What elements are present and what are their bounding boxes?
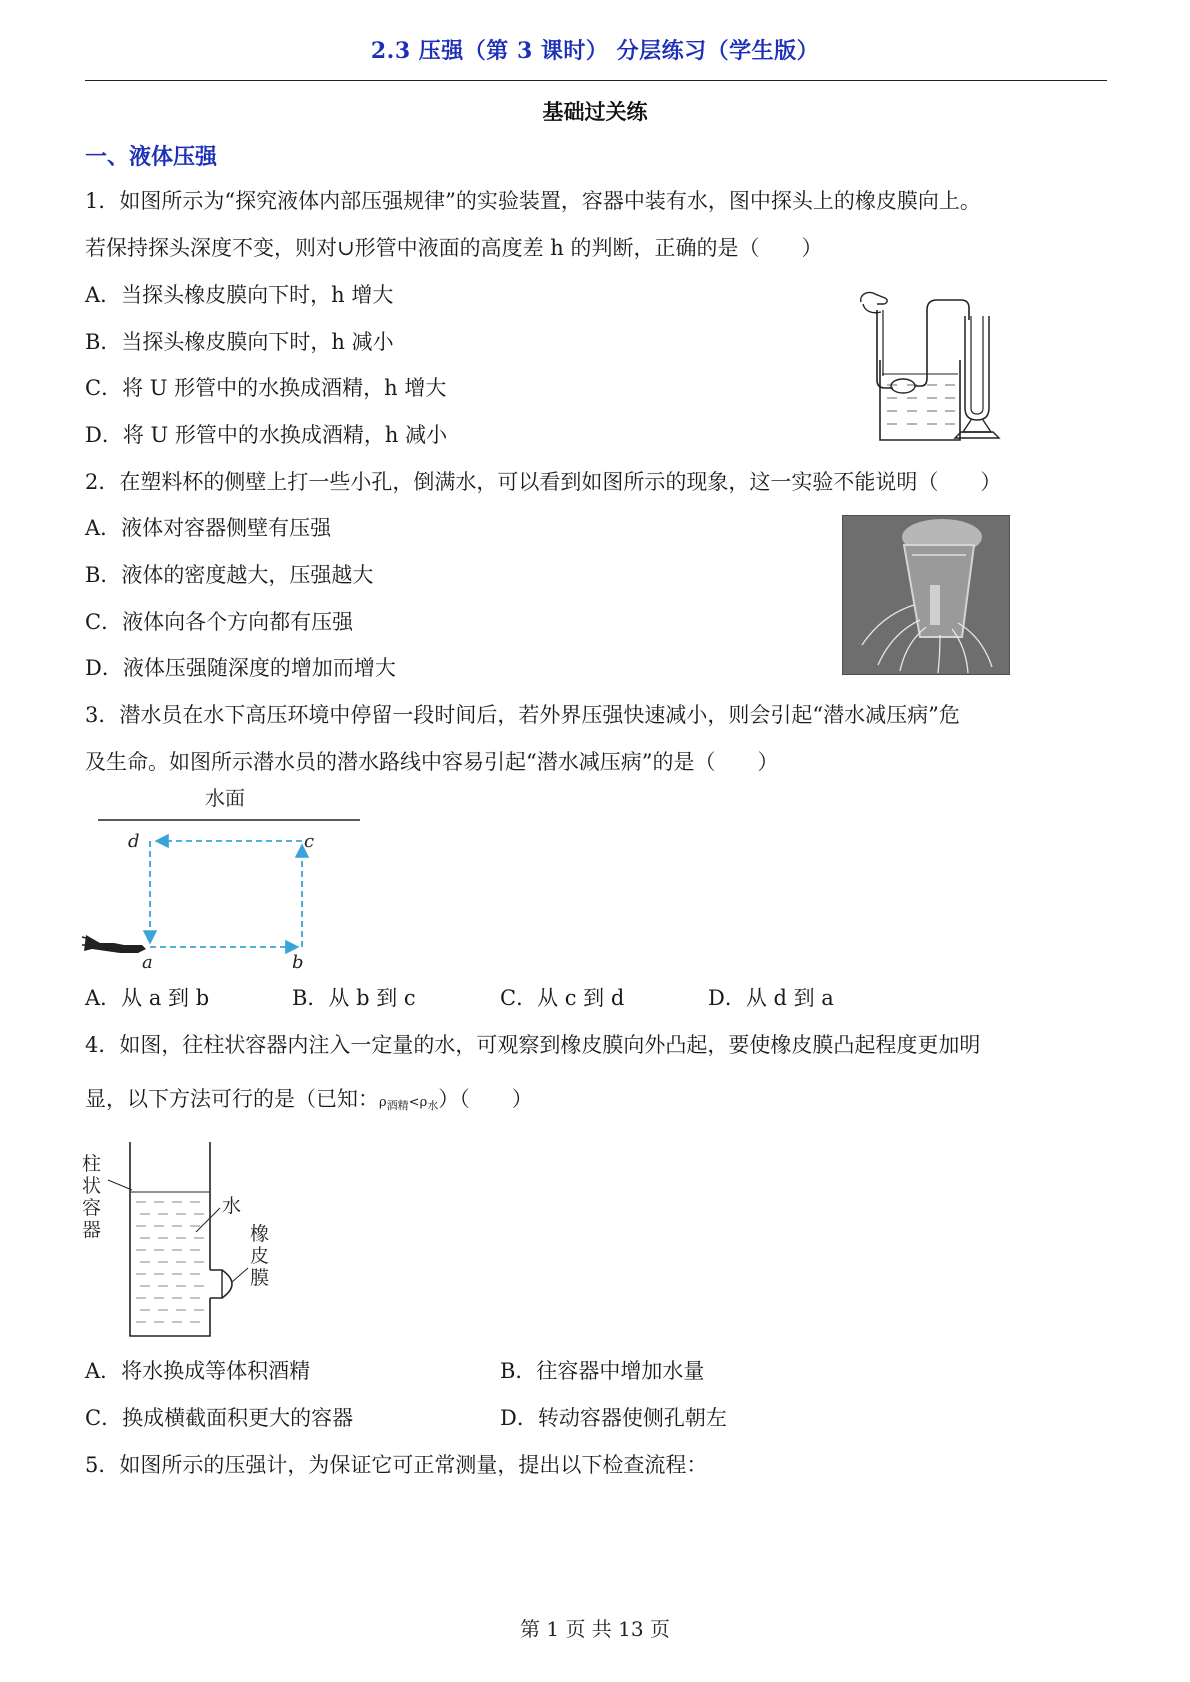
q1-stem-line1: 1．如图所示为“探究液体内部压强规律”的实验装置，容器中装有水，图中探头上的橡皮膜向上。 [85,189,981,213]
q5-stem: 5．如图所示的压强计，为保证它可正常测量，提出以下检查流程： [85,1453,708,1477]
q2-cup-photo [842,515,1010,675]
q2-option-a: A．液体对容器侧壁有压强 [85,516,332,540]
q2-option-c: C．液体向各个方向都有压强 [85,610,354,634]
q3-stem-line2: 及生命。如图所示潜水员的潜水路线中容易引起“潜水减压病”的是（ ） [85,750,779,774]
q4-stem-line2: 显，以下方法可行的是（已知：$\rho_{酒精}<\rho_水$）（ ） [85,1087,533,1112]
point-c-label: c [304,831,315,852]
q4-option-d: D．转动容器使侧孔朝左 [500,1406,727,1430]
container-label [82,1153,101,1241]
q4-stem-line1: 4．如图，往柱状容器内注入一定量的水，可观察到橡皮膜向外凸起，要使橡皮膜凸起程度更加明 [85,1033,981,1057]
q4-option-a: A．将水换成等体积酒精 [85,1359,311,1383]
document-title: 2.3 压强（第 3 课时） 分层练习（学生版） [370,38,820,64]
page-footer: 第 1 页 共 13 页 [520,1617,670,1641]
q3-stem-line1: 3．潜水员在水下高压环境中停留一段时间后，若外界压强快速减小，则会引起“潜水减压病”危 [85,703,960,727]
q4-option-c: C．换成横截面积更大的容器 [85,1406,354,1430]
membrane-label: 橡皮膜 [250,1223,270,1289]
q1-option-c: C．将 U 形管中的水换成酒精，h 增大 [85,376,447,400]
water-hatching [136,1202,204,1322]
title-divider [85,80,1107,81]
water-label: 水 [222,1195,242,1217]
q3-diver-route-figure [80,785,380,975]
svg-text:柱状容器: 柱状容器 [82,1153,102,1241]
q2-option-b: B．液体的密度越大，压强越大 [85,563,374,587]
q4-container-figure [80,1140,310,1340]
point-a-label: a [142,952,153,973]
point-d-label: d [128,831,140,852]
section-heading: 基础过关练 [542,99,648,124]
water-surface-label: 水面 [205,786,245,810]
q1-option-a: A．当探头橡皮膜向下时，h 增大 [85,283,394,307]
q1-stem-line2: 若保持探头深度不变，则对∪形管中液面的高度差 h 的判断，正确的是（ ） [85,236,823,260]
q3-option-b: B．从 b 到 c [292,986,416,1010]
q1-option-d: D．将 U 形管中的水换成酒精，h 减小 [85,423,448,447]
q2-stem: 2．在塑料杯的侧壁上打一些小孔，倒满水，可以看到如图所示的现象，这一实验不能说明（ ） [85,470,1002,494]
q1-manometer-figure [855,290,1025,450]
q1-option-b: B．当探头橡皮膜向下时，h 减小 [85,330,394,354]
q3-option-a: A．从 a 到 b [85,986,210,1010]
point-b-label: b [292,952,304,973]
q4-option-b: B．往容器中增加水量 [500,1359,705,1383]
diver-icon [82,935,146,953]
q3-option-d: D．从 d 到 a [708,986,834,1010]
q2-option-d: D．液体压强随深度的增加而增大 [85,656,396,680]
q3-option-c: C．从 c 到 d [500,986,625,1010]
subsection-heading-liquid-pressure: 一、液体压强 [85,144,218,170]
